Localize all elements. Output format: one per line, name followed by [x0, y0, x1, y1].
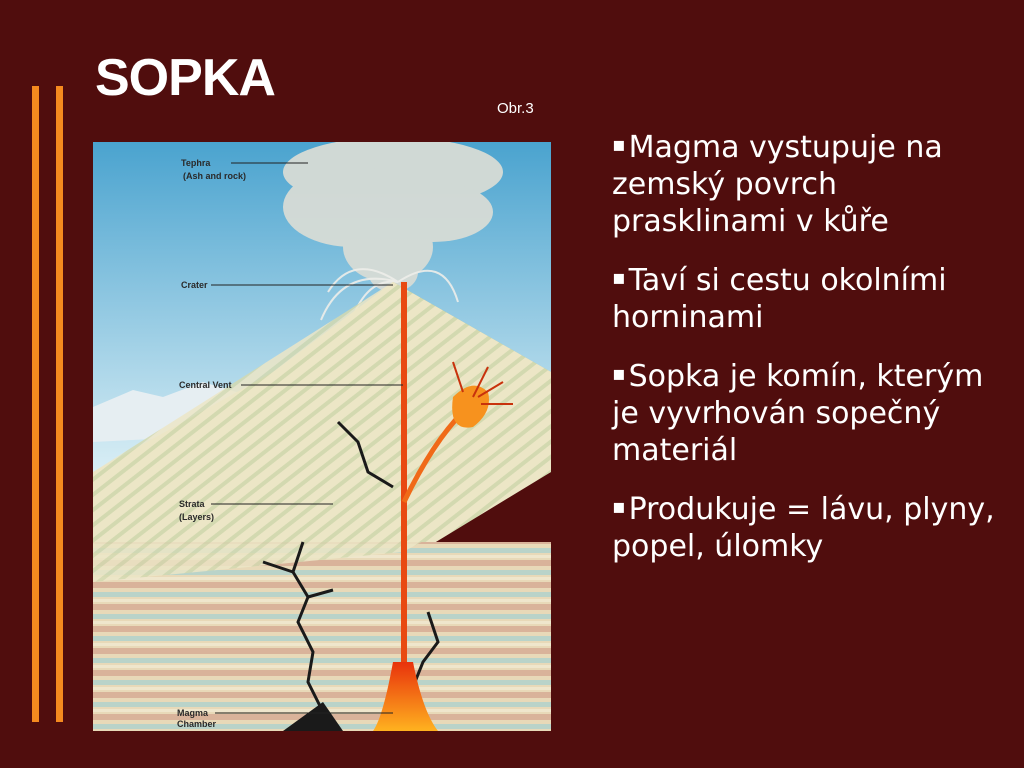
label-tephra-sub: (Ash and rock) — [183, 171, 247, 181]
accent-bar-left — [32, 86, 39, 722]
label-magma-sub: Chamber — [177, 719, 217, 729]
slide-title: SOPKA — [95, 49, 275, 107]
square-bullet-icon: ▪ — [612, 494, 626, 518]
bullet-list — [612, 126, 1012, 584]
label-central-vent: Central Vent — [179, 380, 232, 390]
figure-caption: Obr.3 — [497, 100, 534, 117]
label-strata-sub: (Layers) — [179, 512, 215, 522]
square-bullet-icon: ▪ — [612, 265, 626, 289]
bullet-item: ▪ Sopka je komín, kterým je vyvrhován sopečný materiál — [612, 359, 984, 468]
label-magma: Magma — [177, 708, 209, 718]
square-bullet-icon: ▪ — [612, 361, 626, 385]
label-strata: Strata — [179, 499, 205, 509]
bullet-item: ▪ Produkuje = lávu, plyny, popel, úlomky — [612, 492, 995, 564]
square-bullet-icon: ▪ — [612, 132, 626, 156]
label-tephra: Tephra — [181, 158, 211, 168]
bullet-item: ▪ Magma vystupuje na zemský povrch prasklinami v kůře — [612, 130, 943, 239]
bullet-item: ▪ Taví si cestu okolními horninami — [612, 263, 947, 335]
label-crater: Crater — [181, 280, 208, 290]
volcano-illustration — [93, 142, 551, 731]
accent-bar-right — [56, 86, 63, 722]
